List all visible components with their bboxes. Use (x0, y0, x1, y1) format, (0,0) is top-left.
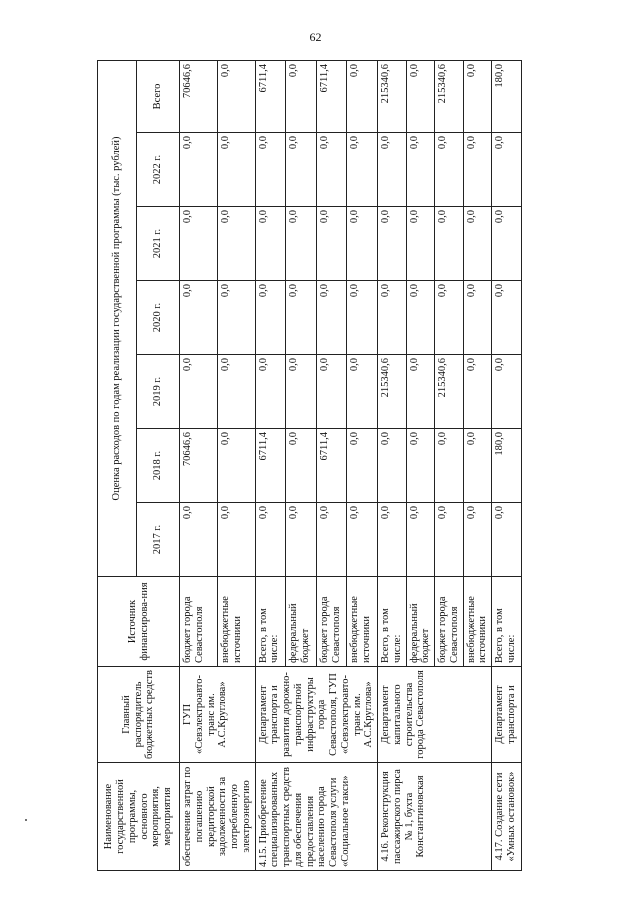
amount-cell: 0,0 (180, 503, 218, 577)
amount-cell: 0,0 (255, 207, 286, 281)
rotated-table-area (97, 61, 590, 871)
total-cell: 0,0 (286, 60, 317, 132)
amount-cell: 0,0 (316, 281, 347, 355)
amount-cell: 0,0 (492, 207, 522, 281)
amount-cell: 0,0 (180, 355, 218, 429)
funding-source: внебюджетные источники (217, 577, 255, 667)
table-row (492, 60, 522, 870)
header-year: 2017 г. (137, 503, 180, 577)
amount-cell: 0,0 (316, 355, 347, 429)
funding-source: внебюджетные источники (347, 577, 378, 667)
amount-cell: 0,0 (492, 281, 522, 355)
total-cell: 0,0 (217, 60, 255, 132)
amount-cell: 0,0 (378, 429, 407, 503)
amount-cell: 0,0 (217, 207, 255, 281)
amount-cell: 0,0 (180, 207, 218, 281)
budget-manager: Департамент транспорта и (492, 667, 522, 763)
amount-cell: 0,0 (347, 281, 378, 355)
amount-cell: 0,0 (347, 355, 378, 429)
activity-name: обеспечение затрат по погашению кредиторской задолженности за потребленную электроэнергию (180, 763, 256, 871)
amount-cell: 0,0 (406, 207, 435, 281)
table-row (255, 60, 286, 870)
amount-cell: 0,0 (435, 133, 464, 207)
amount-cell: 0,0 (217, 281, 255, 355)
amount-cell: 0,0 (492, 133, 522, 207)
funding-source: бюджет города Севастополя (180, 577, 218, 667)
header-year: 2022 г. (137, 133, 180, 207)
header-year: 2018 г. (137, 429, 180, 503)
amount-cell: 0,0 (435, 503, 464, 577)
amount-cell: 6711,4 (316, 429, 347, 503)
funding-source: федеральный бюджет (286, 577, 317, 667)
amount-cell: 0,0 (255, 281, 286, 355)
amount-cell: 0,0 (492, 355, 522, 429)
budget-manager: Департамент транспорта и развития дорожно-транспортной инфраструктуры города Севастополя, ГУП «Севэлектроавто-транс им. А.С.Круглова» (255, 667, 378, 763)
amount-cell: 0,0 (463, 281, 492, 355)
amount-cell: 180,0 (492, 429, 522, 503)
amount-cell: 0,0 (316, 207, 347, 281)
amount-cell: 0,0 (286, 503, 317, 577)
header-year: 2021 г. (137, 207, 180, 281)
amount-cell: 0,0 (435, 207, 464, 281)
total-cell: 6711,4 (316, 60, 347, 132)
amount-cell: 0,0 (435, 281, 464, 355)
funding-source: внебюджетные источники (463, 577, 492, 667)
header-year: 2020 г. (137, 281, 180, 355)
amount-cell: 0,0 (286, 355, 317, 429)
amount-cell: 0,0 (378, 281, 407, 355)
page-number: 62 (309, 30, 322, 44)
amount-cell: 0,0 (406, 281, 435, 355)
amount-cell: 0,0 (406, 133, 435, 207)
total-cell: 6711,4 (255, 60, 286, 132)
amount-cell: 0,0 (286, 281, 317, 355)
budget-table (97, 60, 522, 871)
amount-cell: 0,0 (347, 207, 378, 281)
amount-cell: 0,0 (180, 133, 218, 207)
budget-manager: ГУП «Севэлектроавто-транс им. А.С.Круглова» (180, 667, 256, 763)
activity-name: 4.17. Создание сети «Умных остановок» (492, 763, 522, 871)
amount-cell: 0,0 (435, 429, 464, 503)
total-cell: 0,0 (406, 60, 435, 132)
funding-source: Всего, в том числе: (492, 577, 522, 667)
total-cell: 0,0 (463, 60, 492, 132)
amount-cell: 0,0 (463, 503, 492, 577)
amount-cell: 0,0 (255, 503, 286, 577)
amount-cell: 0,0 (378, 503, 407, 577)
activity-name: 4.15. Приобретение специализированных транспортных средств для обеспечения предоставления населению города Севастополя услуги «Социальное такси» (255, 763, 378, 871)
amount-cell: 0,0 (255, 355, 286, 429)
amount-cell: 0,0 (378, 207, 407, 281)
funding-source: федеральный бюджет (406, 577, 435, 667)
total-cell: 70646,6 (180, 60, 218, 132)
amount-cell: 0,0 (406, 503, 435, 577)
amount-cell: 0,0 (463, 355, 492, 429)
amount-cell: 6711,4 (255, 429, 286, 503)
funding-source: бюджет города Севастополя (435, 577, 464, 667)
funding-source: Всего, в том числе: (255, 577, 286, 667)
amount-cell: 0,0 (492, 503, 522, 577)
table-row (378, 60, 407, 870)
funding-source: Всего, в том числе: (378, 577, 407, 667)
header-name: Наименование государственной программы, основного мероприятия, мероприятия (98, 763, 180, 871)
amount-cell: 0,0 (286, 207, 317, 281)
amount-cell: 0,0 (406, 355, 435, 429)
rotated-table-frame (97, 61, 590, 871)
header-source: Источник финансирова-ния (98, 577, 180, 667)
amount-cell: 70646,6 (180, 429, 218, 503)
amount-cell: 0,0 (255, 133, 286, 207)
amount-cell: 0,0 (180, 281, 218, 355)
total-cell: 215340,6 (435, 60, 464, 132)
amount-cell: 0,0 (347, 429, 378, 503)
header-manager: Главный распорядитель бюджетных средств (98, 667, 180, 763)
header-year: 2019 г. (137, 355, 180, 429)
amount-cell: 0,0 (286, 429, 317, 503)
amount-cell: 0,0 (316, 133, 347, 207)
amount-cell: 0,0 (286, 133, 317, 207)
amount-cell: 0,0 (217, 429, 255, 503)
amount-cell: 0,0 (217, 133, 255, 207)
amount-cell: 0,0 (378, 133, 407, 207)
amount-cell: 0,0 (463, 429, 492, 503)
stray-dot (25, 819, 27, 821)
amount-cell: 0,0 (463, 207, 492, 281)
amount-cell: 0,0 (347, 133, 378, 207)
total-cell: 180,0 (492, 60, 522, 132)
budget-manager: Департамент капитального строительства города Севастополя (378, 667, 492, 763)
amount-cell: 0,0 (217, 503, 255, 577)
funding-source: бюджет города Севастополя (316, 577, 347, 667)
amount-cell: 0,0 (217, 355, 255, 429)
amount-cell: 215340,6 (435, 355, 464, 429)
total-cell: 0,0 (347, 60, 378, 132)
header-total: Всего (137, 60, 180, 132)
header-estimate: Оценка расходов по годам реализации государственной программы (тыс. рублей) (98, 60, 137, 576)
amount-cell: 0,0 (347, 503, 378, 577)
amount-cell: 0,0 (406, 429, 435, 503)
table-row (180, 60, 218, 870)
amount-cell: 0,0 (316, 503, 347, 577)
activity-name: 4.16. Реконструкция пассажирского пирса № 1, бухта Константиновская (378, 763, 492, 871)
total-cell: 215340,6 (378, 60, 407, 132)
amount-cell: 0,0 (463, 133, 492, 207)
amount-cell: 215340,6 (378, 355, 407, 429)
